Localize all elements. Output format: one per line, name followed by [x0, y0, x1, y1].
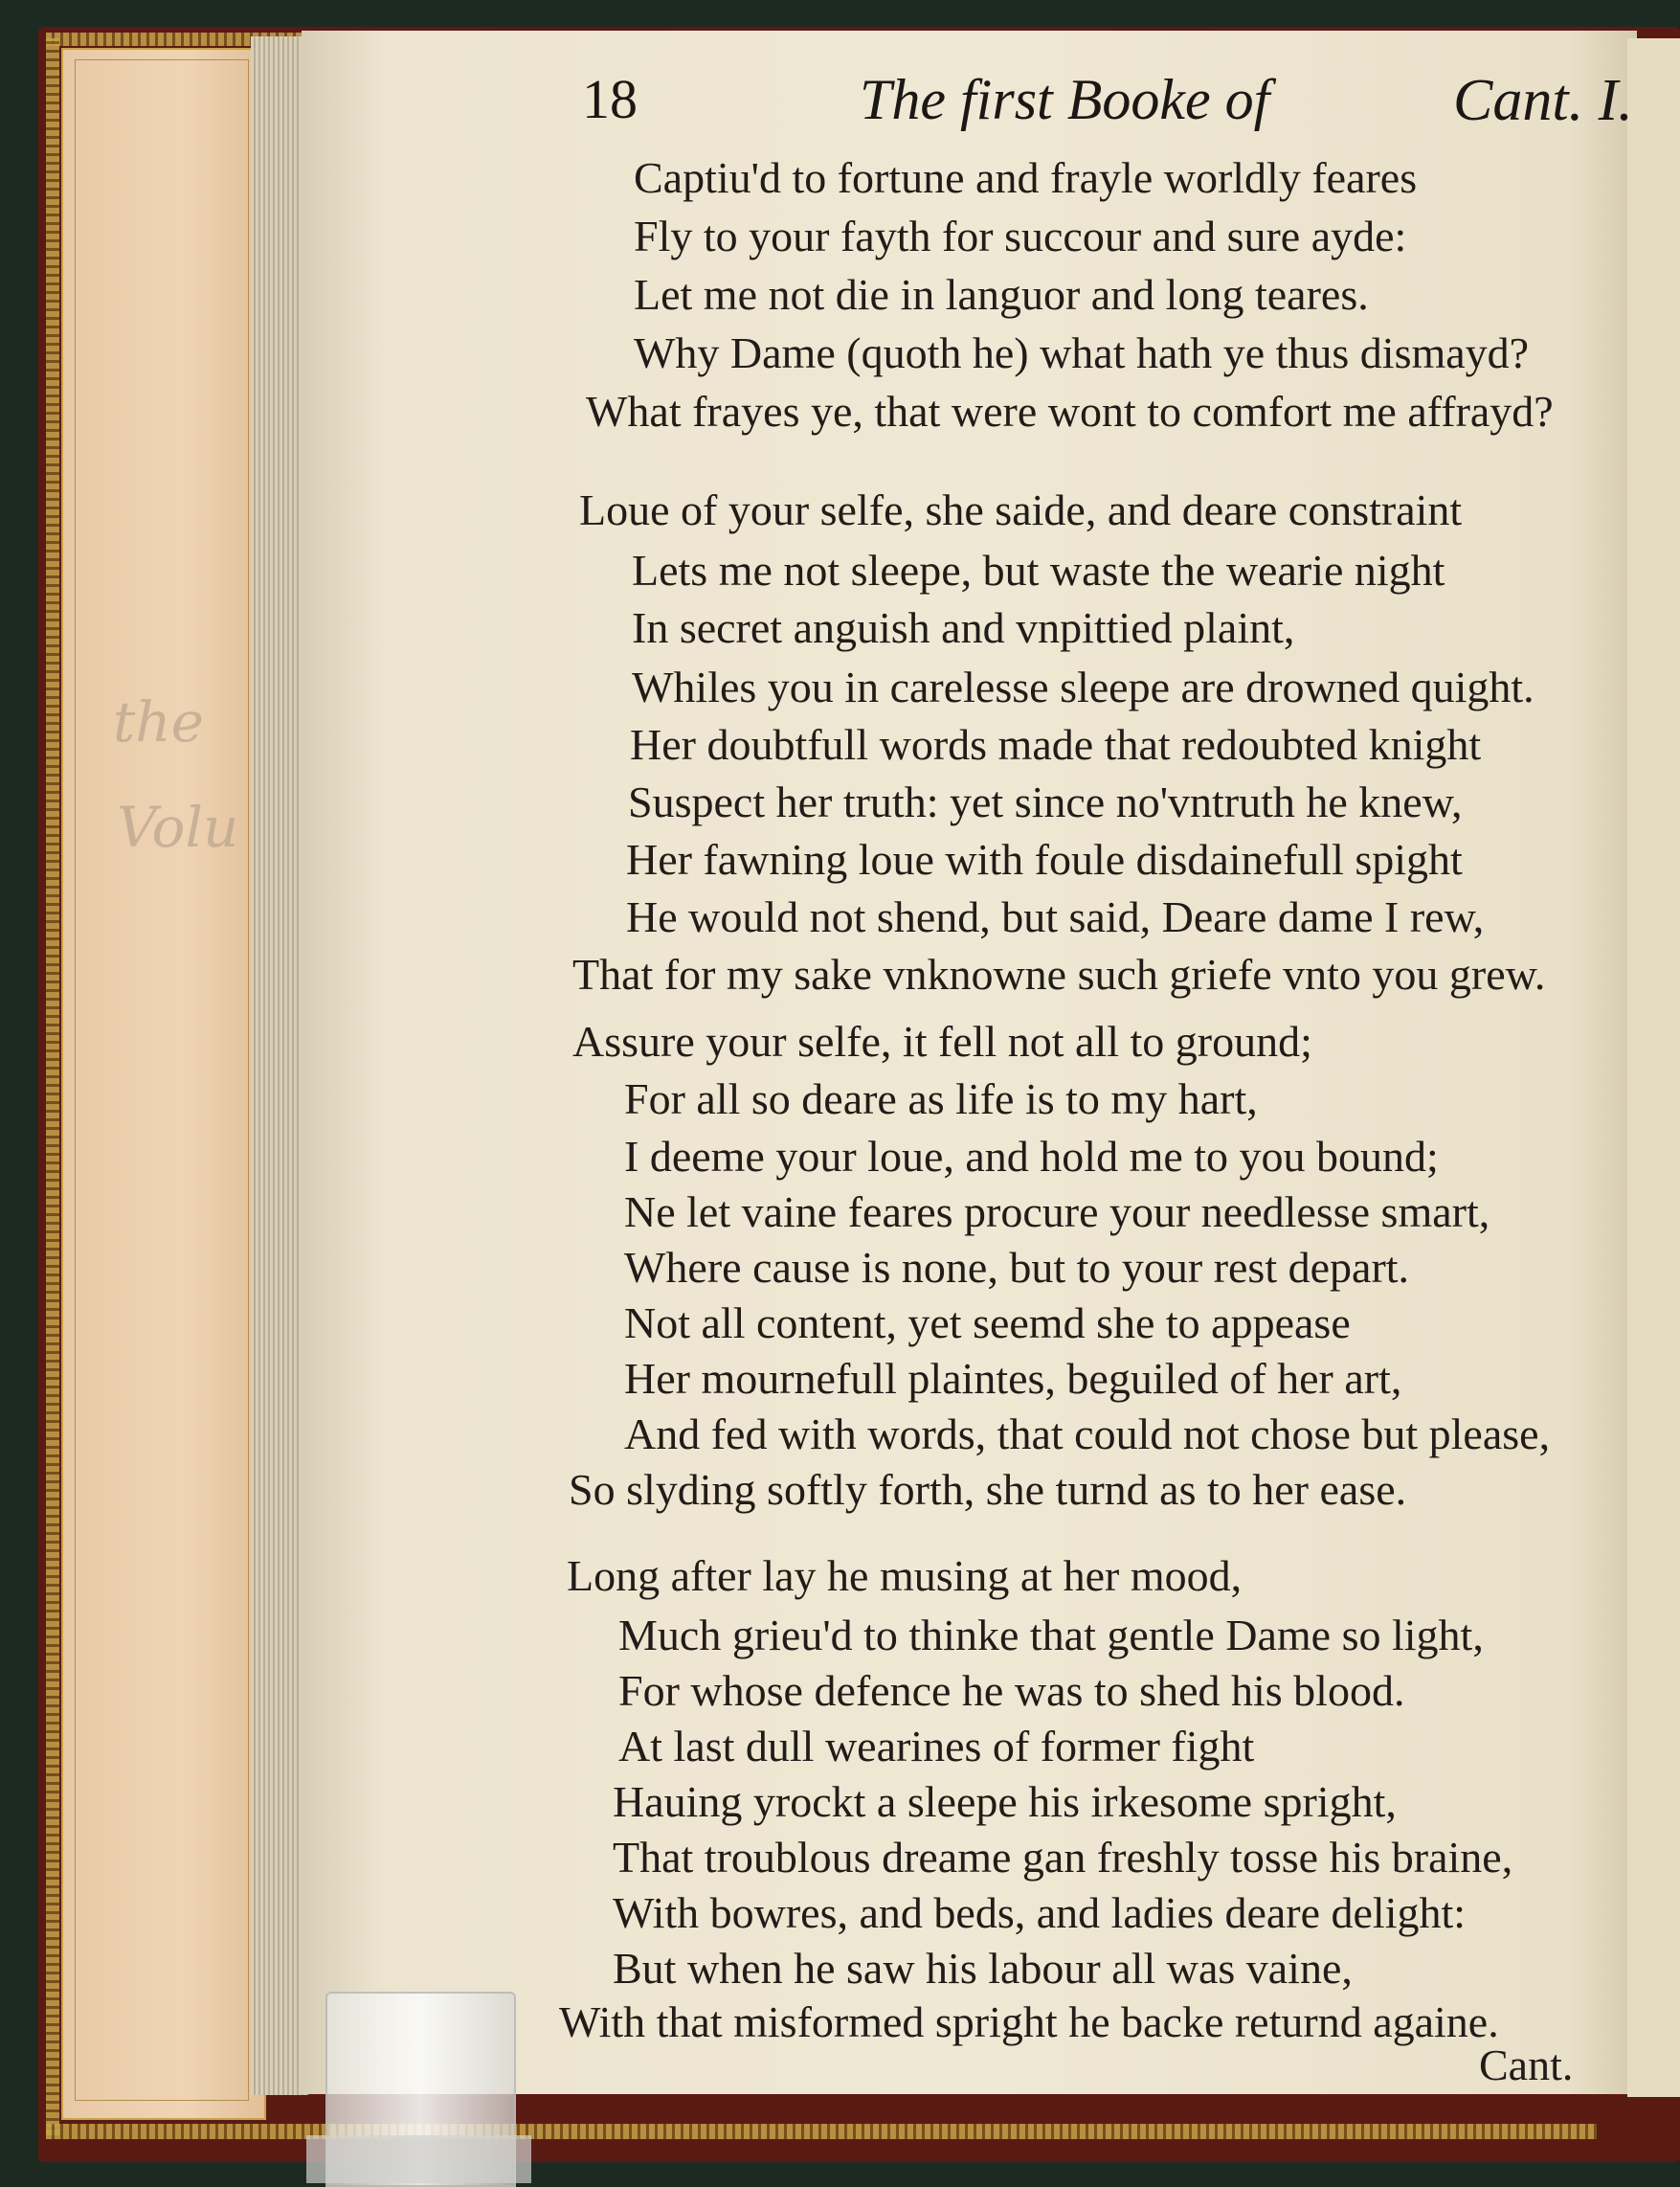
verse-line: Suspect her truth: yet since no'vntruth he knew,: [628, 778, 1463, 826]
verse-line: I deeme your loue, and hold me to you bound;: [624, 1132, 1439, 1181]
verse-line: Lets me not sleepe, but waste the wearie night: [632, 546, 1445, 595]
running-head: [582, 67, 1635, 144]
endpaper-rule: [75, 59, 249, 2101]
verse-line: Ne let vaine feares procure your needlesse smart,: [624, 1187, 1490, 1236]
verse-line: For whose defence he was to shed his blood.: [618, 1666, 1405, 1715]
verse-line: So slyding softly forth, she turnd as to her ease.: [569, 1465, 1407, 1514]
verse-line: But when he saw his labour all was vaine,: [613, 1944, 1353, 1993]
verse-line: At last dull wearines of former fight: [618, 1722, 1255, 1770]
running-title: The first Booke of: [860, 68, 1270, 131]
gilt-border-bottom: [46, 2124, 1597, 2139]
verse-line: He would not shend, but said, Deare dame I rew,: [626, 892, 1485, 941]
verse-line: And fed with words, that could not chose but please,: [624, 1409, 1551, 1458]
verse-line: Fly to your fayth for succour and sure ayde:: [634, 212, 1407, 260]
verse-line: That troublous dreame gan freshly tosse his braine,: [613, 1833, 1513, 1882]
verse-line: With that misformed spright he backe returnd againe.: [559, 1997, 1499, 2046]
verse-line: Captiu'd to fortune and frayle worldly feares: [634, 153, 1418, 202]
verse-line: Whiles you in carelesse sleepe are drowned quight.: [632, 663, 1534, 711]
verse-line: Not all content, yet seemd she to appease: [624, 1298, 1351, 1347]
verse-line: Her mournefull plaintes, beguiled of her art,: [624, 1354, 1402, 1403]
gilt-border-left: [46, 38, 59, 2135]
verse-line: Her fawning loue with foule disdainefull spight: [626, 835, 1463, 884]
pencil-note-1: the: [113, 689, 204, 755]
verse-line: Hauing yrockt a sleepe his irkesome spright,: [613, 1777, 1397, 1826]
verse-line: For all so deare as life is to my hart,: [624, 1074, 1258, 1123]
verse-line: Her doubtfull words made that redoubted knight: [630, 720, 1482, 769]
verse-line: Much grieu'd to thinke that gentle Dame so light,: [618, 1611, 1484, 1659]
verse-line: Let me not die in languor and long teares.: [634, 270, 1369, 319]
page-number: 18: [582, 68, 638, 130]
verse-line: What frayes ye, that were wont to comfort me affrayd?: [586, 387, 1554, 436]
glass-weight-base: [306, 2135, 531, 2183]
catchword: Cant.: [1479, 2040, 1574, 2089]
verse-line: Assure your selfe, it fell not all to ground;: [572, 1017, 1312, 1066]
verse-line: In secret anguish and vnpittied plaint,: [632, 603, 1295, 652]
verse-line: Long after lay he musing at her mood,: [567, 1551, 1243, 1600]
canto-label: Cant. I.: [1453, 68, 1633, 133]
verse-line: Loue of your selfe, she saide, and deare constraint: [579, 485, 1463, 534]
next-page-edge: [1627, 38, 1680, 2097]
verse-line: That for my sake vnknowne such griefe vnto you grew.: [572, 950, 1546, 999]
verse-line: Why Dame (quoth he) what hath ye thus dismayd?: [634, 328, 1530, 377]
verse-line: With bowres, and beds, and ladies deare delight:: [613, 1888, 1467, 1937]
verse-line: Where cause is none, but to your rest depart.: [624, 1243, 1410, 1292]
page-block-edges: [251, 36, 308, 2095]
pencil-note-2: Volu: [117, 795, 239, 860]
